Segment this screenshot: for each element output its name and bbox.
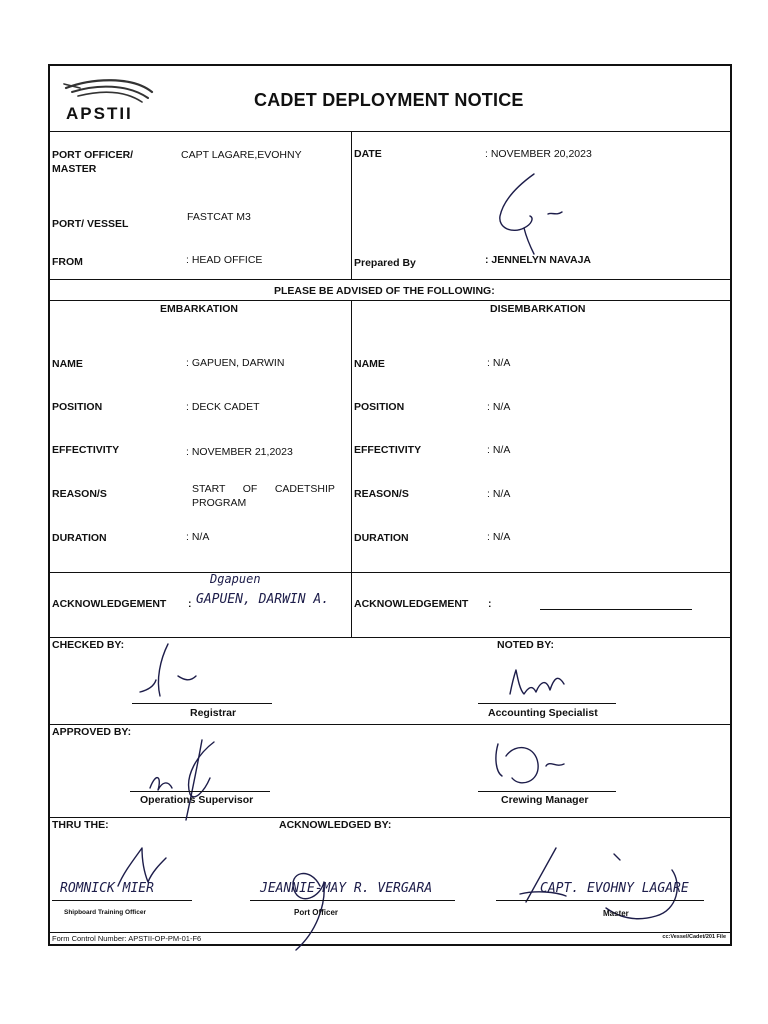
dis-reason-value: : N/A <box>487 488 511 500</box>
sto-line <box>52 900 192 901</box>
dis-position-value: : N/A <box>487 401 511 413</box>
emb-position-value: : DECK CADET <box>186 401 260 413</box>
emb-ack-handwritten-name: GAPUEN, DARWIN A. <box>196 592 330 607</box>
divider <box>351 131 352 279</box>
dis-name-label: NAME <box>354 358 385 370</box>
dis-ack-label: ACKNOWLEDGEMENT <box>354 598 469 610</box>
from-value: : HEAD OFFICE <box>186 254 263 266</box>
po-signature <box>280 846 350 956</box>
accounting-line <box>478 703 616 704</box>
logo-text: APSTII <box>66 104 133 123</box>
thru-the-label: THRU THE: <box>52 819 109 831</box>
master-title: Master <box>603 909 629 918</box>
crewing-line <box>478 791 616 792</box>
disembarkation-heading: DISEMBARKATION <box>490 303 586 315</box>
divider <box>351 300 352 637</box>
approved-by-label: APPROVED BY: <box>52 726 132 738</box>
port-vessel-label: PORT/ VESSEL <box>52 218 129 230</box>
divider <box>50 637 730 638</box>
sto-handwritten-name: ROMNICK MIER <box>60 881 154 896</box>
divider <box>50 724 730 725</box>
emb-effectivity-label: EFFECTIVITY <box>52 444 120 456</box>
deployment-notice-form <box>48 64 732 946</box>
emb-reason-value-line2: PROGRAM <box>192 497 247 509</box>
dis-reason-label: REASON/S <box>354 488 409 500</box>
prepared-by-signature <box>490 170 570 260</box>
cc-note: cc:Vessel/Cadet/201 File <box>662 934 726 940</box>
master-handwritten-name: CAPT. EVOHNY LAGARE <box>540 881 689 896</box>
dis-effectivity-value: : N/A <box>487 444 511 456</box>
prepared-by-value: : JENNELYN NAVAJA <box>485 254 591 266</box>
emb-duration-label: DURATION <box>52 532 107 544</box>
dis-name-value: : N/A <box>487 357 511 369</box>
emb-ack-label: ACKNOWLEDGEMENT <box>52 598 167 610</box>
master-line <box>496 900 704 901</box>
port-vessel-value: FASTCAT M3 <box>187 211 251 223</box>
emb-position-label: POSITION <box>52 401 103 413</box>
operations-signature <box>142 732 252 822</box>
master-label: MASTER <box>52 163 97 175</box>
acknowledged-by-label: ACKNOWLEDGED BY: <box>279 819 392 831</box>
from-label: FROM <box>52 256 83 268</box>
port-officer-label: PORT OFFICER/ <box>52 149 134 161</box>
dis-effectivity-label: EFFECTIVITY <box>354 444 422 456</box>
port-officer-value: CAPT LAGARE,EVOHNY <box>181 149 302 161</box>
dis-ack-blank-line <box>540 609 692 610</box>
emb-name-label: NAME <box>52 358 83 370</box>
operations-line <box>130 791 270 792</box>
checked-by-label: CHECKED BY: <box>52 639 125 651</box>
embarkation-heading: EMBARKATION <box>160 303 238 315</box>
accounting-signature <box>506 664 576 704</box>
dis-duration-value: : N/A <box>487 531 511 543</box>
po-handwritten-name: JEANNIE-MAY R. VERGARA <box>260 881 433 896</box>
registrar-signature <box>134 640 224 700</box>
form-control-number: Form Control Number: APSTII-OP-PM-01-F6 <box>52 934 202 943</box>
registrar-title: Registrar <box>190 707 237 719</box>
noted-by-label: NOTED BY: <box>497 639 554 651</box>
divider <box>50 300 730 301</box>
dis-duration-label: DURATION <box>354 532 409 544</box>
operations-title: Operations Supervisor <box>140 794 254 806</box>
divider <box>50 131 730 132</box>
dis-position-label: POSITION <box>354 401 405 413</box>
divider <box>50 572 730 573</box>
divider <box>50 932 730 933</box>
po-line <box>250 900 455 901</box>
date-label: DATE <box>354 148 382 160</box>
divider <box>50 279 730 280</box>
emb-ack-colon: : <box>188 598 192 610</box>
crewing-title: Crewing Manager <box>501 794 589 806</box>
emb-name-value: : GAPUEN, DARWIN <box>186 357 285 369</box>
emb-duration-value: : N/A <box>186 531 210 543</box>
emb-reason-value-line1: START OF CADETSHIP <box>192 483 335 495</box>
crewing-signature <box>486 738 596 798</box>
sto-title: Shipboard Training Officer <box>64 909 146 916</box>
emb-reason-label: REASON/S <box>52 488 107 500</box>
dis-ack-colon: : <box>488 598 492 610</box>
prepared-by-label: Prepared By <box>354 257 416 269</box>
page-title: CADET DEPLOYMENT NOTICE <box>254 90 524 110</box>
date-value: : NOVEMBER 20,2023 <box>485 148 592 160</box>
emb-effectivity-value: : NOVEMBER 21,2023 <box>186 446 293 458</box>
registrar-line <box>132 703 272 704</box>
emb-ack-signature: Dgapuen <box>210 572 261 586</box>
accounting-title: Accounting Specialist <box>488 707 598 719</box>
advisory-heading: PLEASE BE ADVISED OF THE FOLLOWING: <box>274 285 495 297</box>
po-title: Port Officer <box>294 908 339 917</box>
